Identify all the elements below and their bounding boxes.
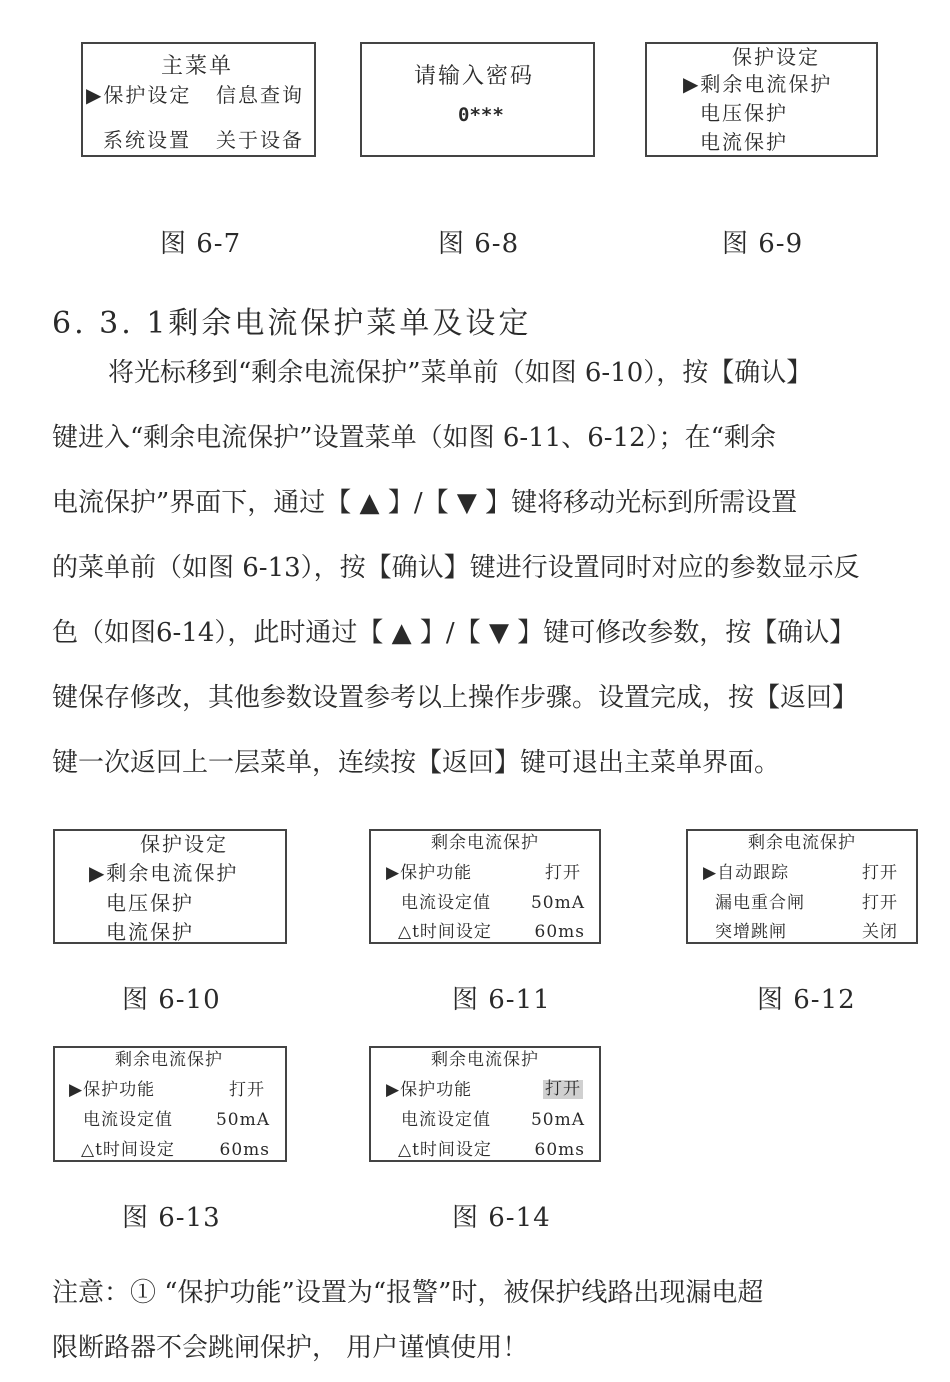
caption-fig-6-11: 图 6-11 bbox=[452, 985, 551, 1015]
residual-current-title: 剩余电流保护 bbox=[115, 1050, 223, 1070]
caption-fig-6-12: 图 6-12 bbox=[757, 985, 856, 1015]
row-value-protection-function: 打开 bbox=[229, 1080, 265, 1100]
row-value-auto-tracking: 打开 bbox=[862, 863, 898, 883]
password-prompt: 请输入密码 bbox=[414, 64, 535, 89]
row-label-protection-function: ▶保护功能 bbox=[386, 1080, 473, 1100]
caption-fig-6-10: 图 6-10 bbox=[122, 985, 221, 1015]
row-value-current-setting: 50mA bbox=[215, 1110, 270, 1130]
menu-item-system-setting: 系统设置 bbox=[103, 128, 191, 152]
menu-item-residual-current: ▶剩余电流保护 bbox=[683, 72, 833, 96]
menu-item-current: 电流保护 bbox=[106, 920, 194, 944]
row-label-leakage-reclose: 漏电重合闸 bbox=[715, 893, 805, 913]
figure-6-9-protection-setting bbox=[645, 42, 878, 157]
caption-fig-6-13: 图 6-13 bbox=[122, 1203, 221, 1233]
row-label-time-setting: △t时间设定 bbox=[81, 1140, 175, 1160]
paragraph-line-7: 键一次返回上一层菜单，连续按【返回】键可退出主菜单界面。 bbox=[52, 748, 781, 778]
protection-setting-title: 保护设定 bbox=[140, 832, 228, 856]
menu-item-voltage: 电压保护 bbox=[700, 101, 788, 125]
row-value-protection-function-inverted: 打开 bbox=[545, 1079, 581, 1099]
menu-item-about-device: 关于设备 bbox=[216, 128, 304, 152]
paragraph-line-1: 将光标移到“剩余电流保护”菜单前（如图 6-10），按【确认】 bbox=[108, 358, 813, 388]
row-value-protection-function: 打开 bbox=[545, 863, 581, 883]
row-value-surge-trip: 关闭 bbox=[862, 922, 898, 942]
row-label-auto-tracking: ▶自动跟踪 bbox=[703, 863, 790, 883]
figure-6-11-residual-current bbox=[369, 829, 601, 944]
row-label-time-setting: △t时间设定 bbox=[398, 922, 492, 942]
row-value-time-setting: 60ms bbox=[534, 922, 585, 942]
row-label-protection-function: ▶保护功能 bbox=[386, 863, 473, 883]
row-value-leakage-reclose: 打开 bbox=[862, 893, 898, 913]
paragraph-line-4: 的菜单前（如图 6-13），按【确认】键进行设置同时对应的参数显示反 bbox=[52, 553, 860, 583]
main-menu-title: 主菜单 bbox=[161, 54, 234, 79]
paragraph-line-3: 电流保护”界面下，通过【 ▲ 】/【 ▼ 】键将移动光标到所需设置 bbox=[52, 488, 798, 518]
residual-current-title: 剩余电流保护 bbox=[431, 833, 539, 853]
row-label-surge-trip: 突增跳闸 bbox=[715, 922, 787, 942]
residual-current-title: 剩余电流保护 bbox=[748, 833, 856, 853]
caption-fig-6-7: 图 6-7 bbox=[160, 229, 242, 259]
paragraph-line-5: 色（如图6-14），此时通过【 ▲ 】/【 ▼ 】键可修改参数，按【确认】 bbox=[52, 618, 856, 648]
note-line-1: 注意：① “保护功能”设置为“报警”时，被保护线路出现漏电超 bbox=[52, 1278, 764, 1308]
password-field: 0*** bbox=[458, 104, 504, 126]
figure-6-8-password bbox=[360, 42, 595, 157]
figure-6-13-residual-current bbox=[53, 1046, 287, 1162]
row-label-current-setting: 电流设定值 bbox=[83, 1110, 173, 1130]
figure-6-10-protection-setting bbox=[53, 829, 287, 944]
residual-current-title: 剩余电流保护 bbox=[431, 1050, 539, 1070]
section-heading: 6. 3. 1剩余电流保护菜单及设定 bbox=[52, 306, 532, 341]
row-label-current-setting: 电流设定值 bbox=[401, 1110, 491, 1130]
menu-item-voltage: 电压保护 bbox=[106, 891, 194, 915]
row-label-protection-function: ▶保护功能 bbox=[69, 1080, 156, 1100]
row-value-current-setting: 50mA bbox=[530, 1110, 585, 1130]
caption-fig-6-9: 图 6-9 bbox=[722, 229, 804, 259]
caption-fig-6-14: 图 6-14 bbox=[452, 1203, 551, 1233]
menu-item-current: 电流保护 bbox=[700, 130, 788, 154]
protection-setting-title: 保护设定 bbox=[732, 45, 820, 69]
menu-item-protection-setting: ▶保护设定 bbox=[86, 83, 192, 107]
note-line-2: 限断路器不会跳闸保护， 用户谨慎使用！ bbox=[52, 1333, 529, 1363]
row-label-time-setting: △t时间设定 bbox=[398, 1140, 492, 1160]
row-value-time-setting: 60ms bbox=[534, 1140, 585, 1160]
menu-item-residual-current: ▶剩余电流保护 bbox=[89, 861, 239, 885]
row-label-current-setting: 电流设定值 bbox=[401, 893, 491, 913]
paragraph-line-6: 键保存修改，其他参数设置参考以上操作步骤。设置完成，按【返回】 bbox=[52, 683, 859, 713]
caption-fig-6-8: 图 6-8 bbox=[438, 229, 520, 259]
paragraph-line-2: 键进入“剩余电流保护”设置菜单（如图 6-11、6-12）；在“剩余 bbox=[52, 423, 776, 453]
row-value-time-setting: 60ms bbox=[219, 1140, 270, 1160]
figure-6-14-residual-current-highlighted bbox=[369, 1046, 601, 1162]
menu-item-info-query: 信息查询 bbox=[216, 83, 304, 107]
row-value-current-setting: 50mA bbox=[530, 893, 585, 913]
figure-6-12-residual-current bbox=[686, 829, 918, 944]
figure-6-7-main-menu bbox=[81, 42, 316, 157]
